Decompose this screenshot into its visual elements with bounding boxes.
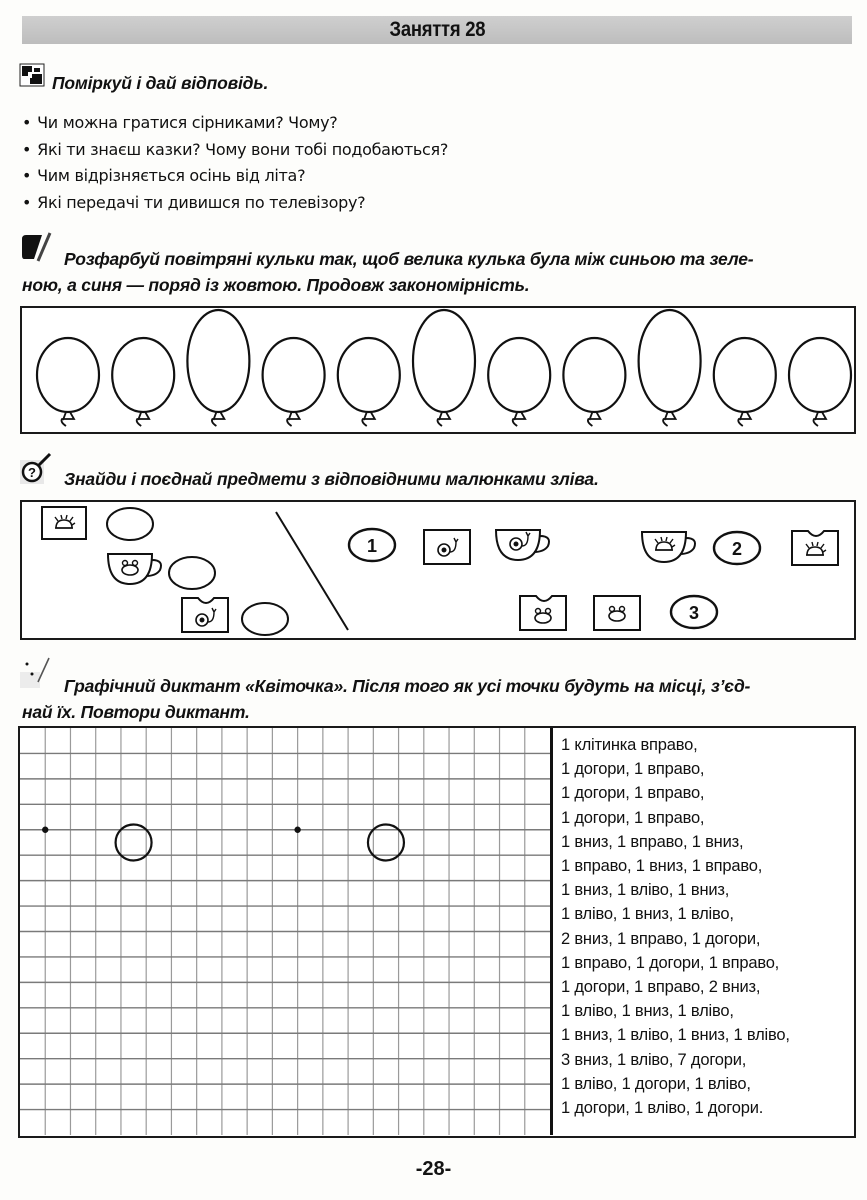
question-list [22,110,448,216]
balloons-box [20,306,856,434]
dictation-step: 1 вправо, 1 догори, 1 вправо, [561,953,780,972]
dictation-step: 2 вниз, 1 вправо, 1 догори, [561,929,761,948]
frog-notched-card [520,596,566,630]
hedgehog-cup [642,532,695,562]
number-oval-3 [671,596,717,628]
balloon[interactable] [413,310,475,426]
coloring-pencil-icon [20,233,54,263]
dictation-step: 1 догори, 1 вправо, [561,808,705,827]
balloon-knot [212,412,225,426]
question-item: • Чим відрізняється осінь від літа? [22,163,448,190]
balloon[interactable] [563,338,625,426]
dictation-step: 3 вниз, 1 вліво, 7 догори, [561,1050,747,1069]
balloon-knot [513,412,526,426]
graph-paper-grid[interactable] [20,728,550,1135]
task3-title: Знайди і поєднай предмети з відповідними малюнками зліва. [64,469,599,489]
hedgehog-notched-card [792,531,838,565]
balloon-knot [137,412,150,426]
balloon-knot [588,412,601,426]
number-oval-1 [349,529,395,561]
balloon[interactable] [789,338,851,426]
dictation-step: 1 догори, 1 вправо, [561,760,705,779]
dictation-box [18,726,856,1138]
dictation-step: 1 вниз, 1 вліво, 1 вниз, [561,881,730,900]
hedgehog-card [42,507,86,539]
page-number: -28- [415,1158,452,1180]
dictation-step: 1 догори, 1 вправо, 2 вниз, [561,978,761,997]
matching-box [20,500,856,640]
balloon[interactable] [488,338,550,426]
balloon-knot [738,412,751,426]
question-item: • Які ти знаєш казки? Чому вони тобі подобаються? [22,137,448,164]
number-oval-2 [714,532,760,564]
discussion-icon [20,64,46,88]
matching-area [22,502,854,638]
frog-card [594,596,640,630]
dictation-step: 1 клітинка вправо, [561,736,698,754]
answer-oval[interactable] [242,603,288,635]
balloon[interactable] [338,338,400,426]
balloon-knot [362,412,375,426]
balloon-knot [814,412,827,426]
number-label: 3 [688,603,700,623]
dictation-step: 1 вниз, 1 вліво, 1 вниз, 1 вліво, [561,1026,790,1045]
balloon-knot [62,412,75,426]
start-dot [294,827,300,833]
snail-notched-card [182,598,228,632]
dictation-step: 1 вліво, 1 догори, 1 вліво, [561,1074,751,1093]
balloon-knot [287,412,300,426]
task2-title-line2: ною, а синя — поряд із жовтою. Продовж закономірність. [22,275,530,295]
balloon[interactable] [187,310,249,426]
balloon-knot [438,412,451,426]
question-item: • Які передачі ти дивишся по телевізору? [22,190,448,217]
magnifier-question-icon [20,452,54,486]
grid-divider [550,728,553,1135]
balloon[interactable] [112,338,174,426]
task2-title-line1: Розфарбуй повітряні кульки так, щоб велика кулька була між синьою та зеле- [64,249,754,269]
dots-pencil-icon [20,658,54,690]
snail-cup [496,530,549,560]
dictation-step: 1 догори, 1 вліво, 1 догори. [561,1099,764,1118]
svg-text:?: ? [28,465,36,480]
balloon[interactable] [37,338,99,426]
dictation-instructions [561,733,790,1120]
number-label: 1 [366,536,378,556]
answer-oval[interactable] [169,557,215,589]
snail-card [424,530,470,564]
balloon-knot [663,412,676,426]
dictation-step: 1 вправо, 1 вниз, 1 вправо, [561,857,763,876]
balloons-row [22,308,854,432]
task4-title-line2: най їх. Повтори диктант. [22,702,250,722]
dictation-step: 1 догори, 1 вправо, [561,784,705,803]
dictation-step: 1 вліво, 1 вниз, 1 вліво, [561,905,734,924]
answer-oval[interactable] [107,508,153,540]
start-dot [42,827,48,833]
lesson-header [22,16,852,44]
task4-title-line1: Графічний диктант «Квіточка». Після того як усі точки будуть на місці, з’єд- [64,676,751,696]
dictation-step: 1 вниз, 1 вправо, 1 вниз, [561,832,744,851]
task1-title: Поміркуй і дай відповідь. [52,73,269,93]
lesson-title: Заняття 28 [389,18,485,41]
question-item: • Чи можна гратися сірниками? Чому? [22,110,448,137]
dictation-step: 1 вліво, 1 вниз, 1 вліво, [561,1002,734,1021]
balloon[interactable] [639,310,701,426]
frog-cup [108,554,161,584]
balloon[interactable] [714,338,776,426]
balloon[interactable] [263,338,325,426]
number-label: 2 [731,539,743,559]
